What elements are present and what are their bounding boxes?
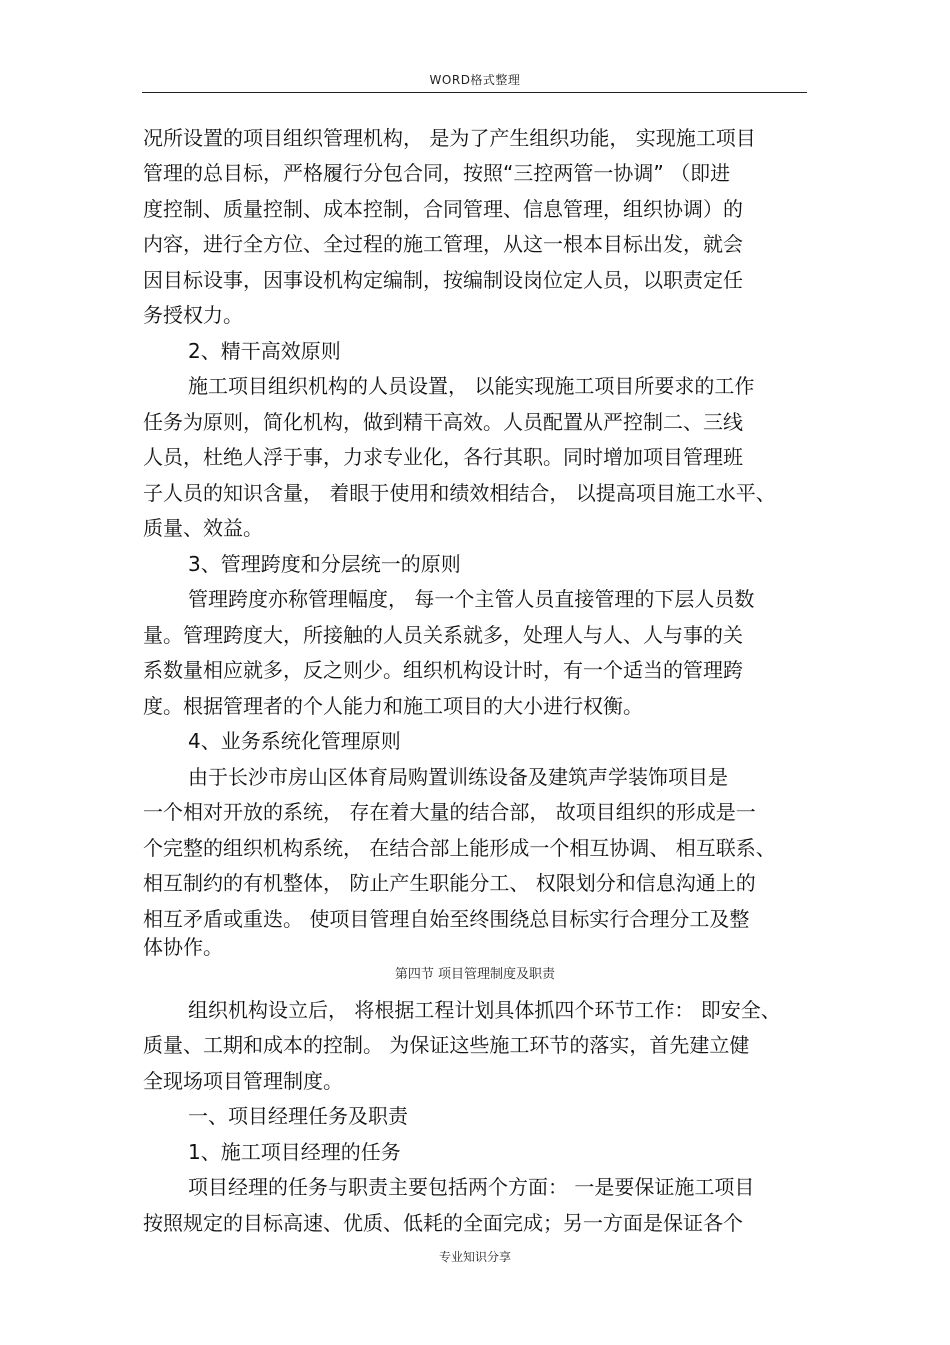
body-line: 内容，进行全方位、全过程的施工管理，从这一根本目标出发，就会 <box>143 232 743 256</box>
subheading-duties: 一、项目经理任务及职责 <box>188 1104 408 1128</box>
body-line: 务授权力。 <box>143 303 243 327</box>
body-line: 施工项目组织机构的人员设置， 以能实现施工项目所要求的工作 <box>188 374 755 398</box>
body-line: 况所设置的项目组织管理机构， 是为了产生组织功能， 实现施工项目 <box>143 126 756 150</box>
body-line: 度控制、质量控制、成本控制，合同管理、信息管理，组织协调）的 <box>143 197 743 221</box>
header-rule <box>142 92 807 93</box>
body-line: 按照规定的目标高速、优质、低耗的全面完成；另一方面是保证各个 <box>143 1211 743 1235</box>
body-line: 质量、效益。 <box>143 516 263 540</box>
body-line: 系数量相应就多，反之则少。组织机构设计时，有一个适当的管理跨 <box>143 658 743 682</box>
body-line: 相互制约的有机整体， 防止产生职能分工、 权限划分和信息沟通上的 <box>143 871 756 895</box>
body-line: 子人员的知识含量， 着眼于使用和绩效相结合， 以提高项目施工水平、 <box>143 481 776 505</box>
body-line: 因目标设事，因事设机构定编制，按编制设岗位定人员，以职责定任 <box>143 268 743 292</box>
body-line: 全现场项目管理制度。 <box>143 1069 343 1093</box>
body-line: 由于长沙市房山区体育局购置训练设备及建筑声学装饰项目是 <box>188 765 728 789</box>
subheading-tasks: 1、施工项目经理的任务 <box>188 1140 401 1164</box>
body-line: 管理的总目标，严格履行分包合同，按照“三控两管一协调” （即进 <box>143 161 731 185</box>
body-line: 人员，杜绝人浮于事，力求专业化，各行其职。同时增加项目管理班 <box>143 445 743 469</box>
body-line: 一个相对开放的系统， 存在着大量的结合部， 故项目组织的形成是一 <box>143 800 756 824</box>
body-line: 任务为原则，简化机构，做到精干高效。人员配置从严控制二、三线 <box>143 410 743 434</box>
body-line: 度。根据管理者的个人能力和施工项目的大小进行权衡。 <box>143 694 643 718</box>
body-line: 质量、工期和成本的控制。 为保证这些施工环节的落实，首先建立健 <box>143 1033 750 1057</box>
body-line: 组织机构设立后， 将根据工程计划具体抓四个环节工作： 即安全、 <box>188 998 781 1022</box>
subheading-principle-2: 2、精干高效原则 <box>188 339 341 363</box>
body-line: 体协作。 <box>143 935 223 959</box>
body-line: 量。管理跨度大，所接触的人员关系就多，处理人与人、人与事的关 <box>143 623 743 647</box>
subheading-principle-4: 4、业务系统化管理原则 <box>188 729 401 753</box>
page-header-title: WORD格式整理 <box>429 73 521 87</box>
body-line: 项目经理的任务与职责主要包括两个方面： 一是要保证施工项目 <box>188 1175 755 1199</box>
section-title: 第四节 项目管理制度及职责 <box>394 967 556 982</box>
body-line: 个完整的组织机构系统， 在结合部上能形成一个相互协调、 相互联系、 <box>143 836 776 860</box>
page-footer: 专业知识分享 <box>438 1250 511 1264</box>
body-line: 相互矛盾或重迭。 使项目管理自始至终围绕总目标实行合理分工及整 <box>143 907 750 931</box>
body-line: 管理跨度亦称管理幅度， 每一个主管人员直接管理的下层人员数 <box>188 587 755 611</box>
subheading-principle-3: 3、管理跨度和分层统一的原则 <box>188 552 461 576</box>
